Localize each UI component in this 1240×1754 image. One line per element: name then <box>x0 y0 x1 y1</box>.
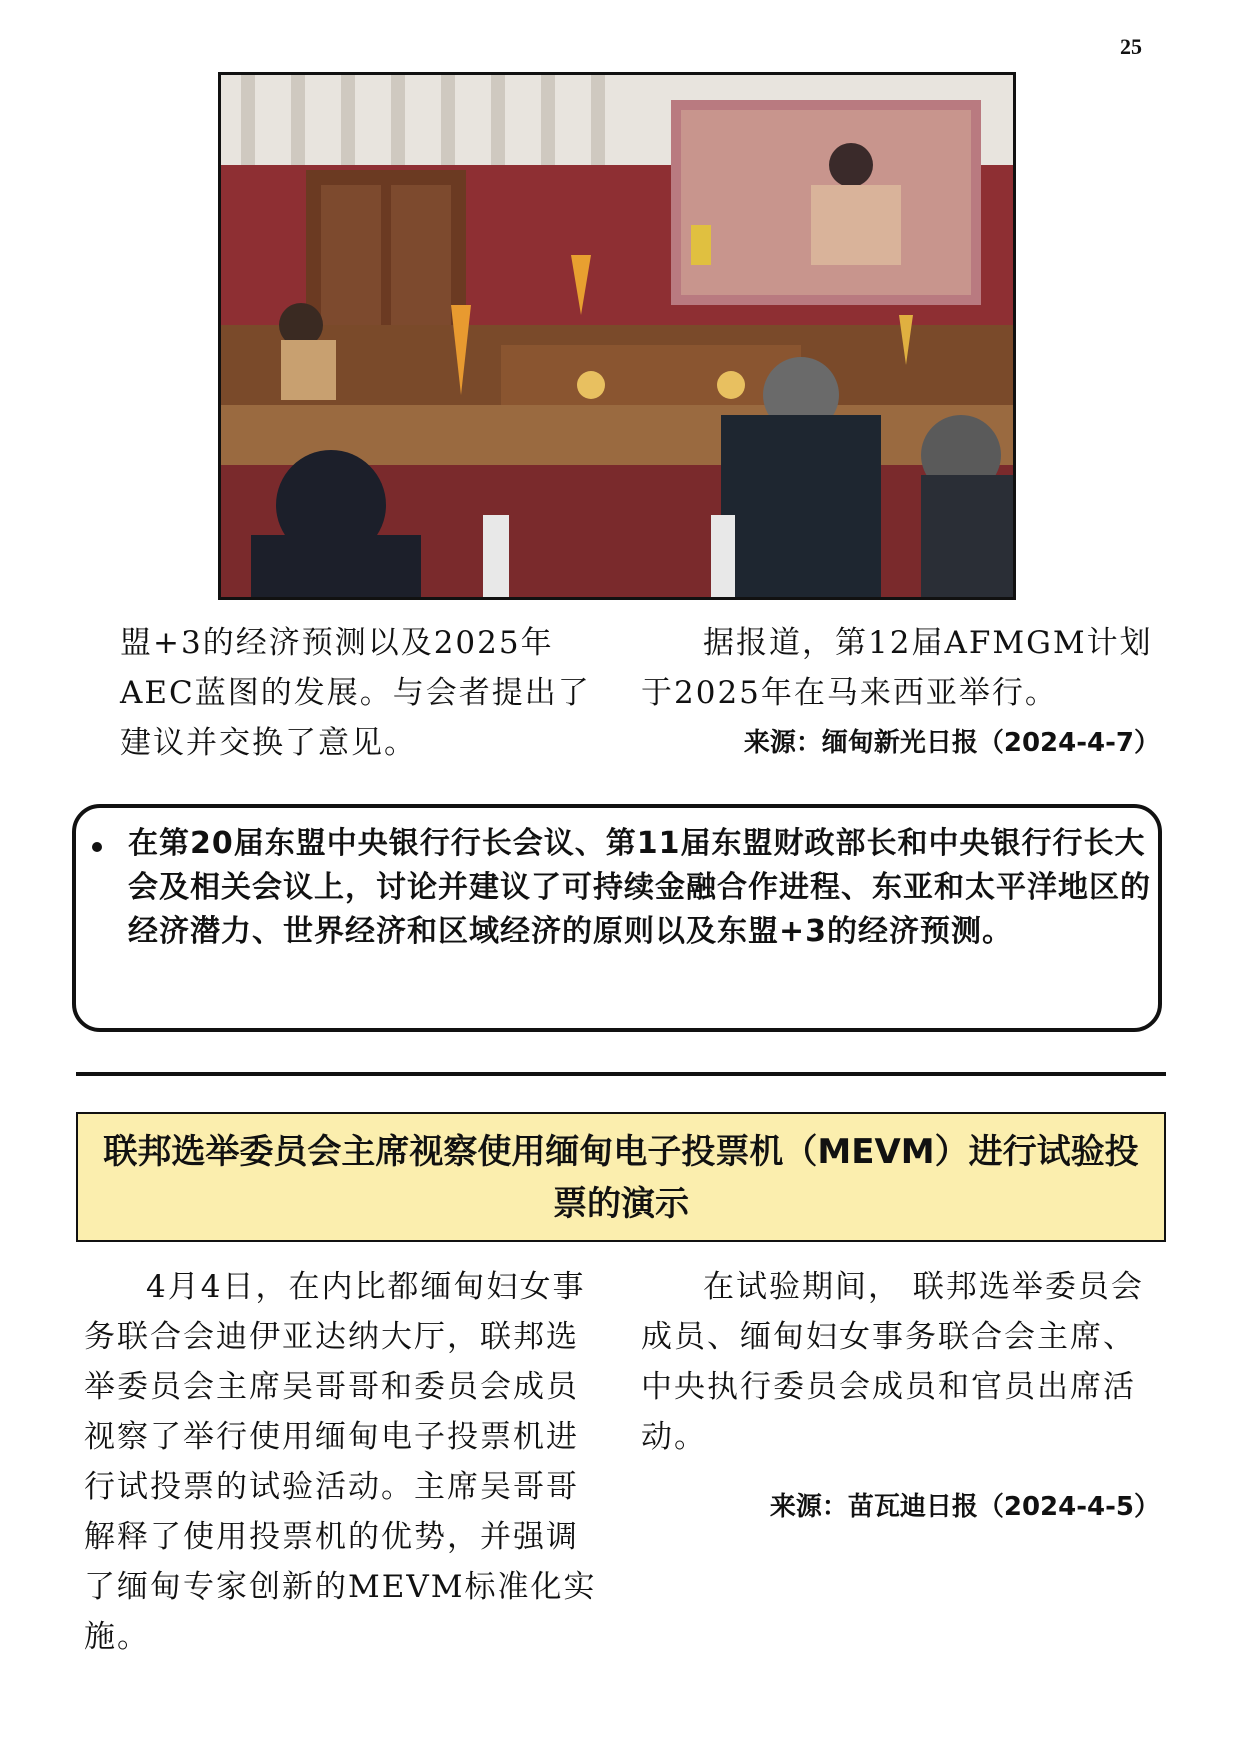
bullet-icon <box>92 842 102 852</box>
article2-left-paragraph: 4月4日，在内比都缅甸妇女事务联合会迪伊亚达纳大厅，联邦选举委员会主席吴哥哥和委员会成员视察了举行使用缅甸电子投票机进行试投票的试验活动。主席吴哥哥解释了使用投票机的优势，并强调了缅甸专家创新的MEVM标准化实施。 <box>84 1269 597 1655</box>
article1-right-paragraph: 据报道，第12届AFMGM计划于2025年在马来西亚举行。 <box>641 625 1153 711</box>
article2-headline: 联邦选举委员会主席视察使用缅甸电子投票机（MEVM）进行试验投票的演示 <box>103 1132 1139 1224</box>
article1-left-paragraph: 盟+3的经济预测以及2025年AEC蓝图的发展。与会者提出了建议并交换了意见。 <box>120 625 591 761</box>
section-divider <box>76 1072 1166 1076</box>
highlight-bullet-text: 在第20届东盟中央银行行长会议、第11届东盟财政部长和中央银行行长大会及相关会议上，讨论并建议了可持续金融合作进程、东亚和太平洋地区的经济潜力、世界经济和区域经济的原则以及东盟+3的经济预测。 <box>128 826 1151 949</box>
meeting-photo-icon <box>221 75 1013 597</box>
page-number: 25 <box>1120 34 1142 59</box>
article2-source: 来源：苗瓦迪日报（2024-4-5） <box>769 1492 1160 1522</box>
article2-right-paragraph: 在试验期间， 联邦选举委员会成员、缅甸妇女事务联合会主席、中央执行委员会成员和官员出席活动。 <box>641 1269 1144 1455</box>
article1-source: 来源：缅甸新光日报（2024-4-7） <box>743 728 1160 758</box>
meeting-photo <box>218 72 1016 600</box>
